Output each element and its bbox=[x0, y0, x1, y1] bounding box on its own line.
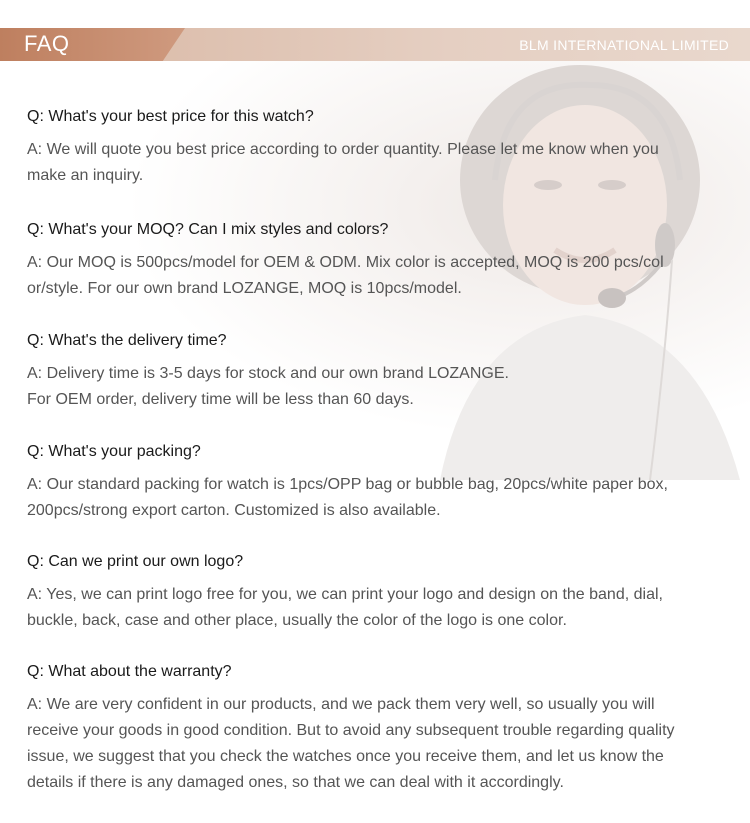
faq-item-price bbox=[27, 107, 727, 189]
faq-answer-line: A: We are very confident in our products, and we pack them very well, so usually you will bbox=[27, 696, 655, 713]
faq-answer bbox=[27, 361, 727, 413]
faq-question: Q: What's your MOQ? Can I mix styles and colors? bbox=[27, 221, 389, 238]
faq-item-moq bbox=[27, 220, 727, 302]
faq-question: Q: Can we print our own logo? bbox=[27, 553, 244, 570]
faq-item-delivery bbox=[27, 331, 727, 413]
header-banner bbox=[0, 28, 750, 61]
faq-answer-line: issue, we suggest that you check the watches once you receive them, and let us know the bbox=[27, 748, 664, 765]
faq-question: Q: What's the delivery time? bbox=[27, 332, 227, 349]
company-name: BLM INTERNATIONAL LIMITED bbox=[519, 37, 729, 53]
faq-answer bbox=[27, 582, 727, 634]
faq-answer-line: A: Our standard packing for watch is 1pcs/OPP bag or bubble bag, 20pcs/white paper box, bbox=[27, 476, 668, 493]
faq-answer-line: A: We will quote you best price according to order quantity. Please let me know when you bbox=[27, 141, 659, 158]
faq-answer bbox=[27, 692, 727, 796]
header-title: FAQ bbox=[24, 31, 70, 56]
faq-answer bbox=[27, 472, 727, 524]
faq-answer bbox=[27, 137, 727, 189]
faq-question: Q: What's your best price for this watch? bbox=[27, 108, 314, 125]
faq-item-logo bbox=[27, 552, 727, 634]
faq-answer-line: For OEM order, delivery time will be less than 60 days. bbox=[27, 391, 414, 408]
faq-answer-line: A: Yes, we can print logo free for you, we can print your logo and design on the band, dial, bbox=[27, 586, 663, 603]
faq-answer-line: make an inquiry. bbox=[27, 167, 144, 184]
faq-answer-line: 200pcs/strong export carton. Customized is also available. bbox=[27, 502, 441, 519]
faq-answer-line: A: Delivery time is 3-5 days for stock and our own brand LOZANGE. bbox=[27, 365, 509, 382]
faq-answer-line: buckle, back, case and other place, usually the color of the logo is one color. bbox=[27, 612, 567, 629]
faq-item-packing bbox=[27, 442, 727, 524]
faq-question: Q: What's your packing? bbox=[27, 443, 201, 460]
faq-answer-line: details if there is any damaged ones, so that we can deal with it accordingly. bbox=[27, 774, 564, 791]
faq-item-warranty bbox=[27, 662, 727, 796]
faq-answer-line: receive your goods in good condition. But to avoid any subsequent trouble regarding quality bbox=[27, 722, 675, 739]
faq-answer-line: or/style. For our own brand LOZANGE, MOQ is 10pcs/model. bbox=[27, 280, 462, 297]
faq-question: Q: What about the warranty? bbox=[27, 663, 232, 680]
faq-answer-line: A: Our MOQ is 500pcs/model for OEM & ODM. Mix color is accepted, MOQ is 200 pcs/col bbox=[27, 254, 664, 271]
faq-answer bbox=[27, 250, 727, 302]
